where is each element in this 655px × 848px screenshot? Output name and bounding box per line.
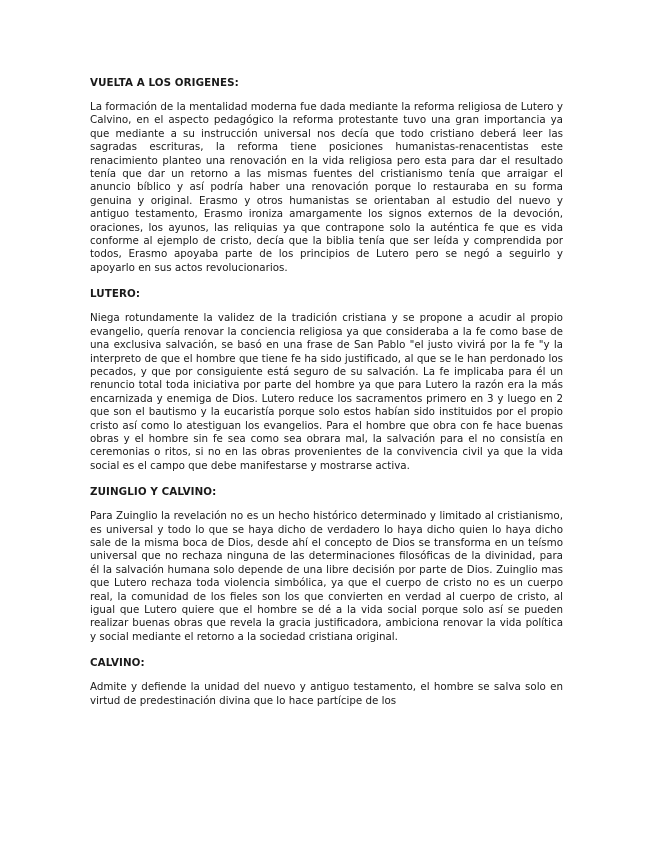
section-vuelta-a-los-origenes xyxy=(90,76,563,275)
section-lutero xyxy=(90,287,563,473)
section-paragraph: Niega rotundamente la validez de la tradición cristiana y se propone a acudir al propio evangelio, quería renovar la conciencia religiosa ya que consideraba a la fe como base de una exclusiva salvación, se basó en una frase de San Pablo "el justo vivirá por la fe "y la interpreto de que el hombre que tiene fe ha sido justificado, al que se le han perdonado los pecados, y que por consiguiente está seguro de su salvación. La fe implicaba para él un renuncio total toda iniciativa por parte del hombre ya que para Lutero la razón era la más encarnizada y enemiga de Dios. Lutero reduce los sacramentos primero en 3 y luego en 2 que son el bautismo y la eucaristía porque solo estos habían sido instituidos por el propio cristo así como lo atestiguan los evangelios. Para el hombre que obra con fe hace buenas obras y el hombre sin fe sea como sea obrara mal, la salvación para el no consistía en ceremonias o ritos, si no en las obras provenientes de la convivencia civil ya que la vida social es el campo que debe manifestarse y mostrarse activa. xyxy=(90,312,563,472)
section-paragraph: Admite y defiende la unidad del nuevo y antiguo testamento, el hombre se salva solo en virtud de predestinación divina que lo hace partícipe de los xyxy=(90,681,563,707)
section-heading: VUELTA A LOS ORIGENES: xyxy=(90,77,239,89)
section-heading: ZUINGLIO Y CALVINO: xyxy=(90,486,217,499)
document-page xyxy=(90,76,563,720)
section-paragraph: La formación de la mentalidad moderna fue dada mediante la reforma religiosa de Lutero y Calvino, en el aspecto pedagógico la reforma protestante tuvo una gran importancia ya que mediante a su instrucción universal nos decía que todo cristiano deberá leer las sagradas escrituras, la reforma tiene posiciones humanistas-renacentistas este renacimiento planteo una renovación en la vida religiosa pero esta para dar el resultado tenía que dar un retorno a las mismas fuentes del cristianismo tenía que arraigar el anuncio bíblico y así podría haber una renovación porque lo restauraba en su forma genuina y original. Erasmo y otros humanistas se orientaban al estudio del nuevo y antiguo testamento, Erasmo ironiza amargamente los signos externos de la devoción, oraciones, los ayunos, las reliquias ya que contrapone solo la auténtica fe que es vida conforme al ejemplo de cristo, decía que la biblia tenía que ser leída y comprendida por todos, Erasmo apoyaba parte de los principios de Lutero pero se negó a seguirlo y apoyarlo en sus actos revolucionarios. xyxy=(90,101,563,274)
section-zuinglio-y-calvino xyxy=(90,485,563,644)
section-paragraph: Para Zuinglio la revelación no es un hecho histórico determinado y limitado al cristianismo, es universal y todo lo que se haya dicho de verdadero lo haya dicho quien lo haya dicho sale de la misma boca de Dios, desde ahí el concepto de Dios se transforma en un teísmo universal que no rechaza ninguna de las determinaciones filosóficas de la divinidad, para él la salvación humana solo depende de una libre decisión por parte de Dios. Zuinglio mas que Lutero rechaza toda violencia simbólica, ya que el cuerpo de cristo no es un cuerpo real, la comunidad de los fieles son los que convierten en verdad al cuerpo de cristo, al igual que Lutero quiere que el hombre se dé a la vida social porque solo así se pueden realizar buenas obras que revela la gracia justificadora, ambiciona renovar la vida política y social mediante el retorno a la sociedad cristiana original. xyxy=(90,510,563,643)
section-heading: LUTERO: xyxy=(90,288,141,301)
section-calvino xyxy=(90,656,563,708)
section-heading: CALVINO: xyxy=(90,657,145,670)
